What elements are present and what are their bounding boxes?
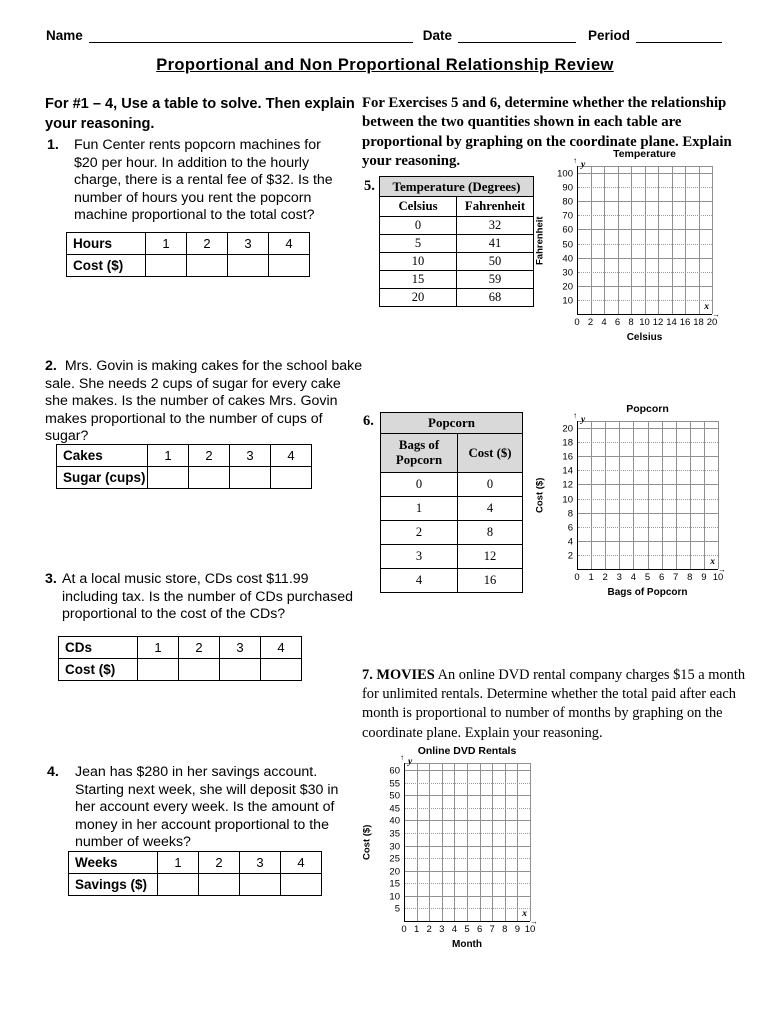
- x-tick-row: [574, 572, 724, 584]
- question-4-number: 4.: [47, 764, 59, 780]
- x-tick-label: 18: [693, 317, 704, 328]
- y-tick-label: 6: [567, 522, 573, 534]
- x-tick-label: 7: [673, 572, 679, 583]
- table-row: [381, 521, 523, 545]
- question-1-table: [66, 232, 310, 277]
- grid-line-horizontal: [578, 456, 718, 457]
- y-axis-label: Cost ($): [361, 824, 373, 861]
- grid-line-vertical: [442, 763, 443, 921]
- value-cell: 4: [271, 445, 312, 467]
- table-row: [59, 659, 302, 681]
- table-header-row: [380, 197, 534, 217]
- value-cell: 12: [458, 545, 523, 569]
- grid-line-horizontal: [405, 770, 530, 771]
- grid-line-vertical: [648, 421, 649, 569]
- table-row: [380, 217, 534, 235]
- plot-area: [573, 156, 720, 319]
- value-cell: 4: [269, 233, 310, 255]
- question-2-text: Mrs. Govin is making cakes for the school bake sale. She needs 2 cups of sugar for every cake she makes. Is the number of cakes Mrs. Govin makes proportional to the number of cups of sugar?: [45, 358, 363, 445]
- x-tick-label: 1: [588, 572, 594, 583]
- period-label: Period: [587, 28, 630, 43]
- x-tick-label: 2: [587, 317, 594, 328]
- x-axis-arrow-icon: →: [712, 310, 720, 319]
- value-cell: [189, 467, 230, 489]
- temperature-graph: [533, 148, 720, 343]
- y-axis-label: Fahrenheit: [534, 216, 546, 265]
- y-tick-label: 25: [389, 853, 400, 865]
- question-3: [45, 571, 357, 624]
- value-cell: [269, 255, 310, 277]
- grid-line-vertical: [591, 166, 592, 314]
- value-cell: 1: [138, 637, 179, 659]
- value-cell: 2: [187, 233, 228, 255]
- y-tick-label: 50: [389, 790, 400, 802]
- grid-line-vertical: [712, 166, 713, 314]
- x-axis-label: Bags of Popcorn: [607, 587, 688, 598]
- x-tick-label: 4: [451, 924, 458, 935]
- y-tick-label: 14: [562, 465, 573, 477]
- grid-line-horizontal: [405, 883, 530, 884]
- value-cell: 59: [457, 271, 534, 289]
- question-7-text: An online DVD rental company charges $15 a month for unlimited rentals. Determine whether the total paid after each month is proportional to number of months by graphing on the coordinate plane. Explain your reasoning.: [362, 667, 746, 741]
- x-axis-label: Celsius: [626, 332, 663, 343]
- value-cell: 3: [230, 445, 271, 467]
- grid-line-vertical: [631, 166, 632, 314]
- chart-title: Online DVD Rentals: [417, 745, 517, 757]
- grid-line-horizontal: [405, 808, 530, 809]
- grid-line-vertical: [517, 763, 518, 921]
- grid-line-vertical: [604, 166, 605, 314]
- value-cell: 3: [240, 852, 281, 874]
- value-cell: 4: [281, 852, 322, 874]
- table-row: [57, 445, 312, 467]
- grid-line-vertical: [605, 421, 606, 569]
- left-instructions: For #1 – 4, Use a table to solve. Then explain your reasoning.: [45, 96, 355, 132]
- grid-line-horizontal: [405, 846, 530, 847]
- y-axis-arrow-icon: ↑: [573, 156, 577, 165]
- grid-line-horizontal: [578, 244, 712, 245]
- table-row: [380, 235, 534, 253]
- page-title: Proportional and Non Proportional Relationship Review: [156, 56, 614, 74]
- x-tick-label: 8: [628, 317, 634, 328]
- value-cell: 0: [380, 217, 457, 235]
- column-header-cell: Celsius: [380, 197, 457, 217]
- table-row: [380, 253, 534, 271]
- table-row: [381, 473, 523, 497]
- date-label: Date: [422, 28, 452, 43]
- y-tick-label: 5: [394, 903, 400, 915]
- table-row: [69, 852, 322, 874]
- value-cell: [146, 255, 187, 277]
- grid-line-vertical: [591, 421, 592, 569]
- row-label-cell: Cakes: [57, 445, 148, 467]
- value-cell: [199, 874, 240, 896]
- grid-line-horizontal: [578, 173, 712, 174]
- value-cell: 2: [189, 445, 230, 467]
- y-tick-label: 2: [567, 550, 573, 562]
- x-tick-label: 2: [426, 924, 432, 935]
- value-cell: [230, 467, 271, 489]
- column-header-cell: Bags of Popcorn: [381, 434, 458, 473]
- value-cell: [281, 874, 322, 896]
- y-tick-label: 30: [389, 841, 400, 852]
- grid-line-vertical: [690, 421, 691, 569]
- y-axis-letter: y: [408, 757, 413, 767]
- x-tick-row: [574, 317, 718, 329]
- table-row: [59, 637, 302, 659]
- value-cell: 5: [380, 235, 457, 253]
- y-tick-column: [374, 763, 404, 922]
- question-1: [47, 137, 347, 225]
- x-tick-label: 6: [476, 924, 483, 935]
- x-tick-label: 16: [679, 317, 691, 328]
- value-cell: 50: [457, 253, 534, 271]
- question-3-text: At a local music store, CDs cost $11.99 including tax. Is the number of CDs purchased proportional to the cost of the CDs?: [62, 571, 353, 623]
- right-instructions: For Exercises 5 and 6, determine whether the relationship between the two quantities shown in each table are proportional by graphing on the coordinate plane. Explain your reasoning.: [362, 95, 732, 169]
- value-cell: 20: [380, 289, 457, 307]
- grid-line-horizontal: [578, 527, 718, 528]
- grid-line-horizontal: [578, 215, 712, 216]
- x-tick-label: 0: [401, 924, 407, 935]
- popcorn-graph: [533, 403, 726, 598]
- value-cell: 15: [380, 271, 457, 289]
- y-tick-label: 12: [562, 479, 573, 491]
- y-tick-label: 10: [562, 494, 573, 505]
- x-axis-letter: x: [704, 302, 709, 312]
- table-title-cell: Popcorn: [381, 413, 523, 434]
- grid-line-horizontal: [578, 286, 712, 287]
- value-cell: [158, 874, 199, 896]
- grid-line-horizontal: [405, 820, 530, 821]
- y-tick-label: 50: [562, 239, 573, 250]
- value-cell: 0: [381, 473, 458, 497]
- question-7: [362, 666, 762, 743]
- value-cell: 0: [458, 473, 523, 497]
- grid-line-vertical: [505, 763, 506, 921]
- question-3-number: 3.: [45, 571, 57, 587]
- x-tick-row: [401, 924, 536, 936]
- x-tick-label: 20: [706, 317, 718, 328]
- table-row: [381, 497, 523, 521]
- grid-line-horizontal: [405, 833, 530, 834]
- y-tick-label: 60: [389, 765, 400, 777]
- grid-line-horizontal: [578, 541, 718, 542]
- grid-line-vertical: [619, 421, 620, 569]
- grid-line-vertical: [704, 421, 705, 569]
- x-tick-label: 1: [413, 924, 420, 935]
- row-label-cell: Savings ($): [69, 874, 158, 896]
- value-cell: 3: [228, 233, 269, 255]
- value-cell: [148, 467, 189, 489]
- grid-line-vertical: [676, 421, 677, 569]
- grid-line-vertical: [454, 763, 455, 921]
- grid-line-vertical: [467, 763, 468, 921]
- grid-line-vertical: [429, 763, 430, 921]
- grid-line-horizontal: [578, 272, 712, 273]
- row-label-cell: Cost ($): [67, 255, 146, 277]
- value-cell: 68: [457, 289, 534, 307]
- table-row: [67, 233, 310, 255]
- grid-line-vertical: [718, 421, 719, 569]
- grid-line-vertical: [480, 763, 481, 921]
- x-tick-label: 8: [502, 924, 508, 935]
- grid-line-horizontal: [578, 421, 718, 422]
- y-tick-label: 20: [562, 423, 573, 435]
- grid-line-horizontal: [405, 896, 530, 897]
- grid-line-vertical: [685, 166, 686, 314]
- grid-line-vertical: [672, 166, 673, 314]
- y-tick-label: 90: [562, 182, 573, 194]
- x-tick-label: 10: [639, 317, 650, 328]
- x-tick-label: 2: [602, 572, 608, 583]
- value-cell: 2: [179, 637, 220, 659]
- x-tick-label: 5: [644, 572, 651, 583]
- x-axis-letter: x: [710, 557, 715, 567]
- x-tick-label: 12: [652, 317, 664, 328]
- x-tick-label: 3: [616, 572, 622, 583]
- plot-outer: [573, 156, 720, 343]
- table-row: [381, 545, 523, 569]
- x-axis-arrow-icon: →: [718, 565, 726, 574]
- table-row: [380, 271, 534, 289]
- table-row: [380, 289, 534, 307]
- table-row: [69, 874, 322, 896]
- grid-line-horizontal: [578, 442, 718, 443]
- question-5-number: 5.: [364, 178, 375, 194]
- date-blank-line: [458, 26, 576, 43]
- x-tick-label: 10: [524, 924, 536, 935]
- y-axis-arrow-icon: ↑: [400, 753, 404, 762]
- y-tick-label: 80: [562, 196, 573, 208]
- value-cell: [138, 659, 179, 681]
- table-header-row: [381, 434, 523, 473]
- value-cell: 1: [148, 445, 189, 467]
- value-cell: [220, 659, 261, 681]
- y-tick-label: 4: [567, 536, 573, 548]
- grid-line-horizontal: [405, 871, 530, 872]
- grid-line-vertical: [662, 421, 663, 569]
- x-tick-label: 0: [574, 317, 580, 328]
- x-tick-label: 14: [666, 317, 677, 328]
- y-axis-label: Cost ($): [534, 477, 546, 514]
- name-label: Name: [46, 28, 83, 43]
- y-tick-label: 18: [562, 437, 573, 449]
- grid-line-horizontal: [405, 763, 530, 764]
- grid-line-horizontal: [578, 187, 712, 188]
- x-tick-label: 6: [614, 317, 621, 328]
- chart-body: [360, 753, 538, 950]
- grid-line-vertical: [618, 166, 619, 314]
- x-tick-label: 4: [630, 572, 637, 583]
- grid-line-horizontal: [405, 795, 530, 796]
- y-axis-letter: y: [581, 415, 586, 425]
- x-tick-label: 7: [489, 924, 495, 935]
- x-axis-label: Month: [452, 939, 482, 950]
- grid-line-horizontal: [578, 166, 712, 167]
- question-1-number: 1.: [47, 137, 59, 153]
- y-tick-label: 20: [389, 866, 400, 878]
- grid-line-vertical: [492, 763, 493, 921]
- plot-area: [573, 411, 726, 574]
- table-row: [381, 569, 523, 593]
- x-tick-label: 8: [687, 572, 693, 583]
- row-label-cell: CDs: [59, 637, 138, 659]
- plot-outer: [573, 411, 726, 598]
- grid-line-vertical: [417, 763, 418, 921]
- value-cell: 2: [199, 852, 240, 874]
- y-tick-column: [547, 421, 577, 570]
- value-cell: [179, 659, 220, 681]
- grid-line-horizontal: [578, 555, 718, 556]
- plot-outer: [400, 753, 538, 950]
- table-title-row: [381, 413, 523, 434]
- y-tick-label: 10: [389, 891, 400, 903]
- x-tick-label: 0: [574, 572, 580, 583]
- y-axis-letter: y: [581, 160, 586, 170]
- grid-line-horizontal: [578, 201, 712, 202]
- value-cell: 32: [457, 217, 534, 235]
- question-4-table: [68, 851, 322, 896]
- value-cell: [261, 659, 302, 681]
- question-2-table: [56, 444, 312, 489]
- value-cell: [228, 255, 269, 277]
- question-4-text: Jean has $280 in her savings account. Starting next week, she will deposit $30 in her account every week. Is the amount of money in her account proportional to the number of weeks?: [75, 764, 339, 851]
- row-label-cell: Sugar (cups): [57, 467, 148, 489]
- grid-line-vertical: [658, 166, 659, 314]
- y-tick-label: 8: [567, 508, 573, 520]
- y-tick-label: 100: [557, 168, 573, 180]
- value-cell: 4: [381, 569, 458, 593]
- question-6-number: 6.: [363, 413, 374, 429]
- value-cell: 1: [381, 497, 458, 521]
- temperature-table: [379, 176, 534, 307]
- plot-area: [400, 753, 538, 926]
- value-cell: 10: [380, 253, 457, 271]
- grid-line-horizontal: [578, 513, 718, 514]
- y-axis-arrow-icon: ↑: [573, 411, 577, 420]
- y-tick-column: [547, 166, 577, 315]
- chart-title: Temperature: [613, 148, 676, 160]
- grid-line-horizontal: [405, 783, 530, 784]
- grid-line-horizontal: [405, 908, 530, 909]
- value-cell: 4: [458, 497, 523, 521]
- y-tick-label: 10: [562, 295, 573, 307]
- value-cell: 16: [458, 569, 523, 593]
- grid-line-vertical: [645, 166, 646, 314]
- row-label-cell: Hours: [67, 233, 146, 255]
- x-tick-label: 9: [701, 572, 707, 583]
- grid-line-horizontal: [578, 300, 712, 301]
- y-tick-label: 30: [562, 267, 573, 279]
- chart-body: [533, 156, 720, 343]
- question-4: [47, 764, 347, 852]
- header-row: [46, 26, 722, 43]
- value-cell: 4: [261, 637, 302, 659]
- y-tick-label: 70: [562, 210, 573, 222]
- x-tick-label: 3: [439, 924, 445, 935]
- table-row: [57, 467, 312, 489]
- x-axis-letter: x: [522, 909, 527, 919]
- question-3-table: [58, 636, 302, 681]
- dvd-rentals-graph: [360, 745, 538, 950]
- table-row: [67, 255, 310, 277]
- row-label-cell: Cost ($): [59, 659, 138, 681]
- y-tick-label: 55: [389, 778, 400, 790]
- period-blank-line: [636, 26, 722, 43]
- row-label-cell: Weeks: [69, 852, 158, 874]
- value-cell: 3: [381, 545, 458, 569]
- value-cell: 8: [458, 521, 523, 545]
- value-cell: 41: [457, 235, 534, 253]
- x-tick-label: 6: [658, 572, 665, 583]
- grid-line-vertical: [699, 166, 700, 314]
- grid-line-horizontal: [578, 484, 718, 485]
- question-2: [45, 358, 363, 446]
- y-tick-label: 40: [389, 815, 400, 827]
- grid-line-horizontal: [578, 428, 718, 429]
- value-cell: [187, 255, 228, 277]
- y-tick-label: 35: [389, 828, 400, 840]
- x-axis-arrow-icon: →: [530, 917, 538, 926]
- column-header-cell: Cost ($): [458, 434, 523, 473]
- chart-title: Popcorn: [626, 403, 669, 415]
- y-tick-label: 16: [562, 451, 573, 463]
- column-header-cell: Fahrenheit: [457, 197, 534, 217]
- question-7-number: 7. MOVIES: [362, 667, 435, 683]
- x-tick-label: 5: [464, 924, 470, 935]
- grid-line-horizontal: [405, 858, 530, 859]
- grid-line-horizontal: [578, 258, 712, 259]
- question-1-text: Fun Center rents popcorn machines for $20 per hour. In addition to the hourly charge, there is a rental fee of $32. Is the number of hours you rent the popcorn machine proportional to the total cost?: [74, 137, 333, 224]
- x-tick-label: 10: [712, 572, 724, 583]
- chart-body: [533, 411, 726, 598]
- grid-line-vertical: [633, 421, 634, 569]
- value-cell: 1: [158, 852, 199, 874]
- y-tick-label: 15: [389, 878, 400, 890]
- grid-line-horizontal: [578, 499, 718, 500]
- y-tick-label: 45: [389, 803, 400, 815]
- y-tick-label: 60: [562, 224, 573, 236]
- grid-line-vertical: [530, 763, 531, 921]
- x-tick-label: 4: [601, 317, 607, 328]
- value-cell: [240, 874, 281, 896]
- value-cell: 1: [146, 233, 187, 255]
- name-blank-line: [89, 26, 413, 43]
- y-tick-label: 20: [562, 281, 573, 293]
- grid-line-horizontal: [578, 229, 712, 230]
- y-tick-label: 40: [562, 253, 573, 265]
- table-title-row: [380, 177, 534, 197]
- question-2-number: 2.: [45, 358, 57, 374]
- popcorn-table: [380, 412, 523, 593]
- grid-line-horizontal: [578, 470, 718, 471]
- value-cell: 3: [220, 637, 261, 659]
- table-title-cell: Temperature (Degrees): [380, 177, 534, 197]
- value-cell: 2: [381, 521, 458, 545]
- value-cell: [271, 467, 312, 489]
- x-tick-label: 9: [514, 924, 521, 935]
